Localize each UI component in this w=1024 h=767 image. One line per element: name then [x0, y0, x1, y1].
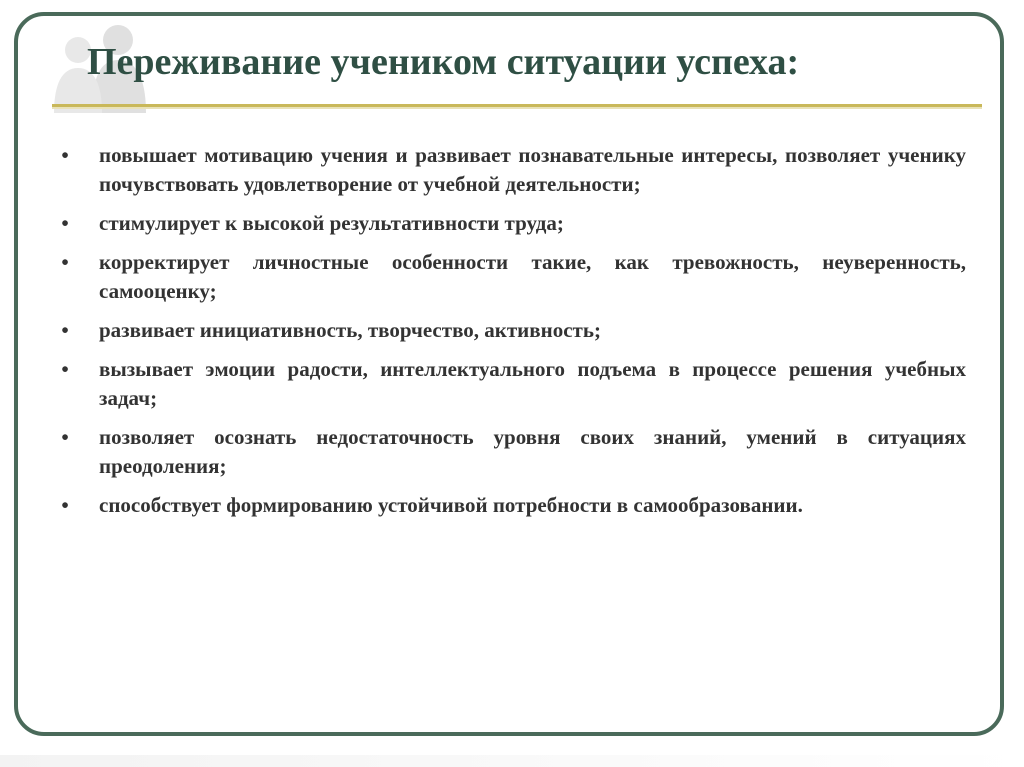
list-item — [58, 355, 966, 413]
list-item-text: повышает мотивацию учения и развивает познавательные интересы, позволяет ученику почувствовать удовлетворение от учебной деятельности; — [99, 143, 966, 196]
list-item — [58, 316, 966, 345]
list-item-text: развивает инициативность, творчество, активность; — [99, 318, 601, 342]
list-item-text: позволяет осознать недостаточность уровня своих знаний, умений в ситуациях преодоления; — [99, 425, 966, 478]
bullet-list — [58, 141, 966, 530]
bullet-icon: • — [61, 211, 69, 235]
list-item — [58, 141, 966, 199]
bullet-icon: • — [61, 357, 69, 381]
bullet-icon: • — [61, 493, 69, 517]
list-item-text: стимулирует к высокой результативности труда; — [99, 211, 564, 235]
title-underline-shadow — [52, 107, 982, 109]
bottom-strip — [0, 755, 1024, 767]
list-item — [58, 423, 966, 481]
list-item-text: способствует формированию устойчивой потребности в самообразовании. — [99, 493, 803, 517]
bullet-icon: • — [61, 250, 69, 274]
bullet-icon: • — [61, 425, 69, 449]
list-item-text: вызывает эмоции радости, интеллектуального подъема в процессе решения учебных задач; — [99, 357, 966, 410]
slide-title: Переживание учеником ситуации успеха: — [87, 41, 800, 83]
bullet-icon: • — [61, 143, 69, 167]
list-item — [58, 491, 966, 520]
list-item-text: корректирует личностные особенности такие, как тревожность, неуверенность, самооценку; — [99, 250, 966, 303]
bullet-icon: • — [61, 318, 69, 342]
list-item — [58, 248, 966, 306]
list-item — [58, 209, 966, 238]
